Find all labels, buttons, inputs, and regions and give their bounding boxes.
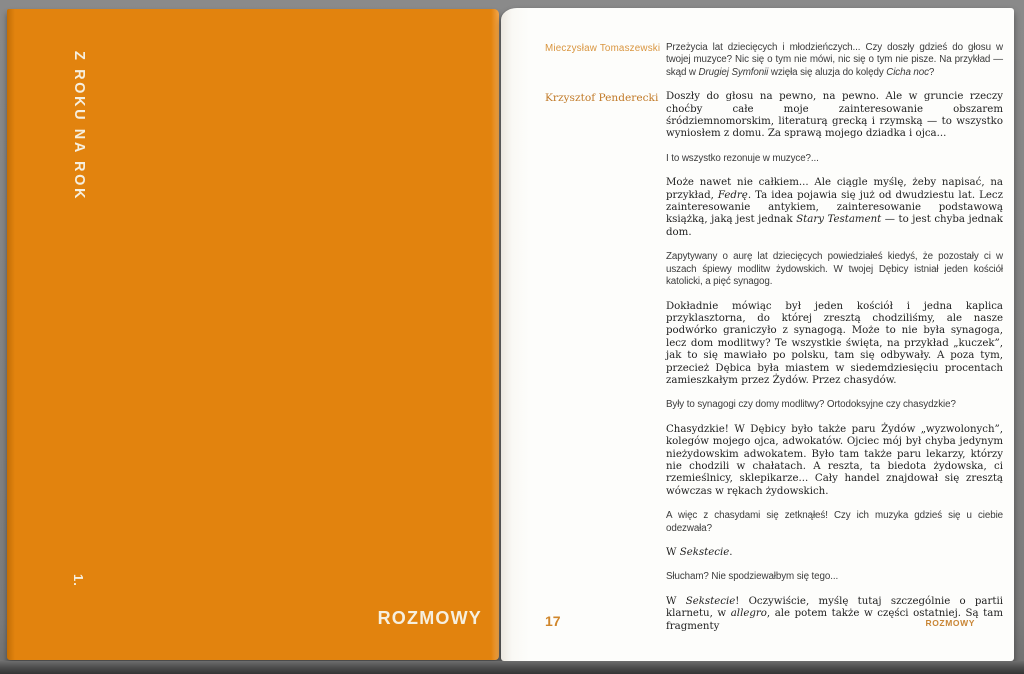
dialogue: [501, 42, 1014, 645]
turn-text: W Sekstecie.: [666, 547, 733, 558]
dialogue-turn: [501, 177, 1014, 239]
speaker-name: [545, 547, 666, 559]
turn-text: Zapytywany o aurę lat dziecięcych powiedziałeś kiedyś, że pozostały ci w uszach śpiewy modlitw żydowskich. W twojej Dębicy istniał jeden kościół katolicki, a pięć synagog.: [666, 251, 1003, 288]
dialogue-turn: [501, 399, 1014, 411]
turn-text: Słucham? Nie spodziewałbym się tego...: [666, 571, 839, 583]
turn-text: Chasydzkie! W Dębicy było także paru Żydów „wyzwolonych”, kolegów mojego ojca, adwokatów. Ojciec mój był chyba jedynym nieżydowskim adwokatem. Było tam także paru lekarzy, którzy nie chodzili w chałatach. A reszta, ta biedota żydowska, ci rzemieślnicy, sklepikarze... Cały handel znajdował się zresztą wówczas w rękach żydowskich.: [666, 423, 1003, 497]
turn-text: Doszły do głosu na pewno, na pewno. Ale w gruncie rzeczy choćby całe moje zainteresowanie obszarem śródziemnomorskim, literaturą grecką i rzymską — to wszystko wyniosłem z domu. Za sprawą mojego dziadka i ojca...: [666, 91, 1003, 140]
speaker-name: [545, 510, 666, 535]
book-bottom-shadow: [0, 661, 1024, 674]
speaker-name: [545, 301, 666, 388]
dialogue-turn: [501, 301, 1014, 388]
running-title: ROZMOWY: [925, 618, 975, 628]
page-footer: [545, 613, 975, 629]
dialogue-turn: [501, 42, 1014, 79]
turn-text: Były to synagogi czy domy modlitwy? Ortodoksyjne czy chasydzkie?: [666, 399, 956, 411]
turn-text: Przeżycia lat dziecięcych i młodzieńczych... Czy doszły gdzieś do głosu w twojej muzyce? Nic się o tym nie mówi, nic się o tym nie pisze. Na przykład — skąd w Drugiej Symfonii wzięła się aluzja do kolędy Cicha noc?: [666, 42, 1003, 78]
speaker-name: [545, 399, 666, 411]
left-page: [7, 9, 499, 660]
dialogue-turn: [501, 91, 1014, 141]
turn-text: Dokładnie mówiąc był jeden kościół i jedna kaplica przyklasztorna, do której zresztą chodziliśmy, ale nasze podwórko graniczyło z synagogą. Może to nie była synagoga, lecz dom modlitwy? Te wszystkie święta, na przykład „kuczek”, jak to się mawiało po polsku, tam się odbywały. A poza tym, przecież Dębica była miastem w siedemdziesięciu procentach zamieszkałym przez Żydów. Przez chasydów.: [666, 300, 1003, 386]
page-number: 17: [545, 613, 561, 629]
turn-text: W Sekstecie! Oczywiście, myślę tutaj szczególnie o partii klarnetu, w allegro, ale potem także w części ostatniej. Są tam fragmenty: [666, 595, 1003, 632]
dialogue-turn: [501, 547, 1014, 559]
speaker-name: [545, 153, 666, 165]
section-heading: ROZMOWY: [377, 608, 482, 628]
dialogue-turn: [501, 510, 1014, 535]
speaker-name: [545, 177, 666, 239]
chapter-vertical-title: Z ROKU NA ROK: [71, 51, 87, 202]
turn-text: A więc z chasydami się zetknąłeś! Czy ich muzyka gdzieś się u ciebie odezwała?: [666, 510, 1003, 534]
right-page: [501, 8, 1014, 661]
dialogue-turn: [501, 571, 1014, 583]
speaker-name: [545, 424, 666, 498]
speaker-name: [545, 571, 666, 583]
speaker-name: Mieczysław Tomaszewski: [545, 43, 661, 54]
speaker-name: [545, 251, 666, 288]
dialogue-turn: [501, 424, 1014, 498]
dialogue-turn: [501, 251, 1014, 288]
chapter-number: 1.: [71, 574, 86, 587]
speaker-name: Krzysztof Penderecki: [545, 92, 659, 105]
turn-text: I to wszystko rezonuje w muzyce?...: [666, 152, 819, 164]
turn-text: Może nawet nie całkiem... Ale ciągle myślę, żeby napisać, na przykład, Fedrę. Ta idea pojawia się już od dwudziestu lat. Lecz zainteresowanie antykiem, zainteresowanie podstawową książką, jaką jest jednak Stary Testament — to jest chyba jednak dom.: [666, 177, 1004, 238]
dialogue-turn: [501, 153, 1014, 165]
